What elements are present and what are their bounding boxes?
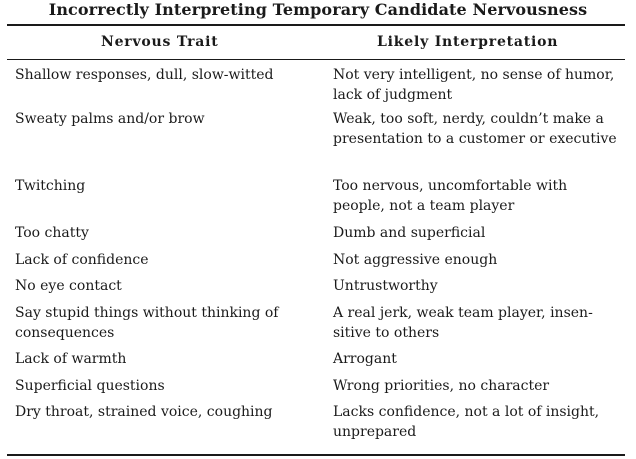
interpretation-cell: Wrong priorities, no character xyxy=(333,378,550,394)
trait-cell: Too chatty xyxy=(15,225,89,241)
table-row xyxy=(15,65,620,109)
column-header-likely-interpretation: Likely Interpretation xyxy=(377,34,559,50)
trait-cell: Lack of warmth xyxy=(15,351,127,367)
interpretation-cell: Not very intelligent, no sense of humor, lack of judgment xyxy=(333,67,615,103)
table-row xyxy=(15,349,620,376)
table-row xyxy=(15,176,620,223)
trait-cell: Sweaty palms and/or brow xyxy=(15,111,205,127)
table-row xyxy=(15,223,620,250)
interpretation-cell: Lacks confidence, not a lot of insight, unprepared xyxy=(333,404,600,440)
table-title: Incorrectly Interpreting Temporary Candidate Nervousness xyxy=(48,0,588,19)
bottom-rule xyxy=(7,454,625,456)
table-row xyxy=(15,109,620,176)
interpretation-cell: Weak, too soft, nerdy, couldn’t make a presentation to a customer or executive xyxy=(333,111,617,147)
trait-cell: Shallow responses, dull, slow-witted xyxy=(15,67,274,83)
interpretation-cell: Arrogant xyxy=(333,351,397,367)
trait-cell: Lack of confidence xyxy=(15,252,149,268)
interpretation-cell: Dumb and superficial xyxy=(333,225,486,241)
interpretation-cell: Too nervous, uncomfortable with people, not a team player xyxy=(333,178,568,214)
trait-cell: Dry throat, strained voice, coughing xyxy=(15,404,273,420)
table-row xyxy=(15,402,620,446)
top-rule xyxy=(7,24,625,26)
header-rule xyxy=(7,59,625,60)
table-row xyxy=(15,303,620,349)
interpretation-cell: Untrustworthy xyxy=(333,278,438,294)
table-body xyxy=(15,65,620,446)
table-row xyxy=(15,376,620,402)
interpretation-cell: Not aggressive enough xyxy=(333,252,498,268)
interpretation-cell: A real jerk, weak team player, insen-sitive to others xyxy=(333,305,593,341)
trait-cell: Superficial questions xyxy=(15,378,165,394)
trait-cell: No eye contact xyxy=(15,278,122,294)
trait-cell: Twitching xyxy=(15,178,86,194)
table-row xyxy=(15,250,620,276)
trait-cell: Say stupid things without thinking of consequences xyxy=(15,305,279,341)
column-header-nervous-trait: Nervous Trait xyxy=(101,34,219,50)
table-row xyxy=(15,276,620,303)
